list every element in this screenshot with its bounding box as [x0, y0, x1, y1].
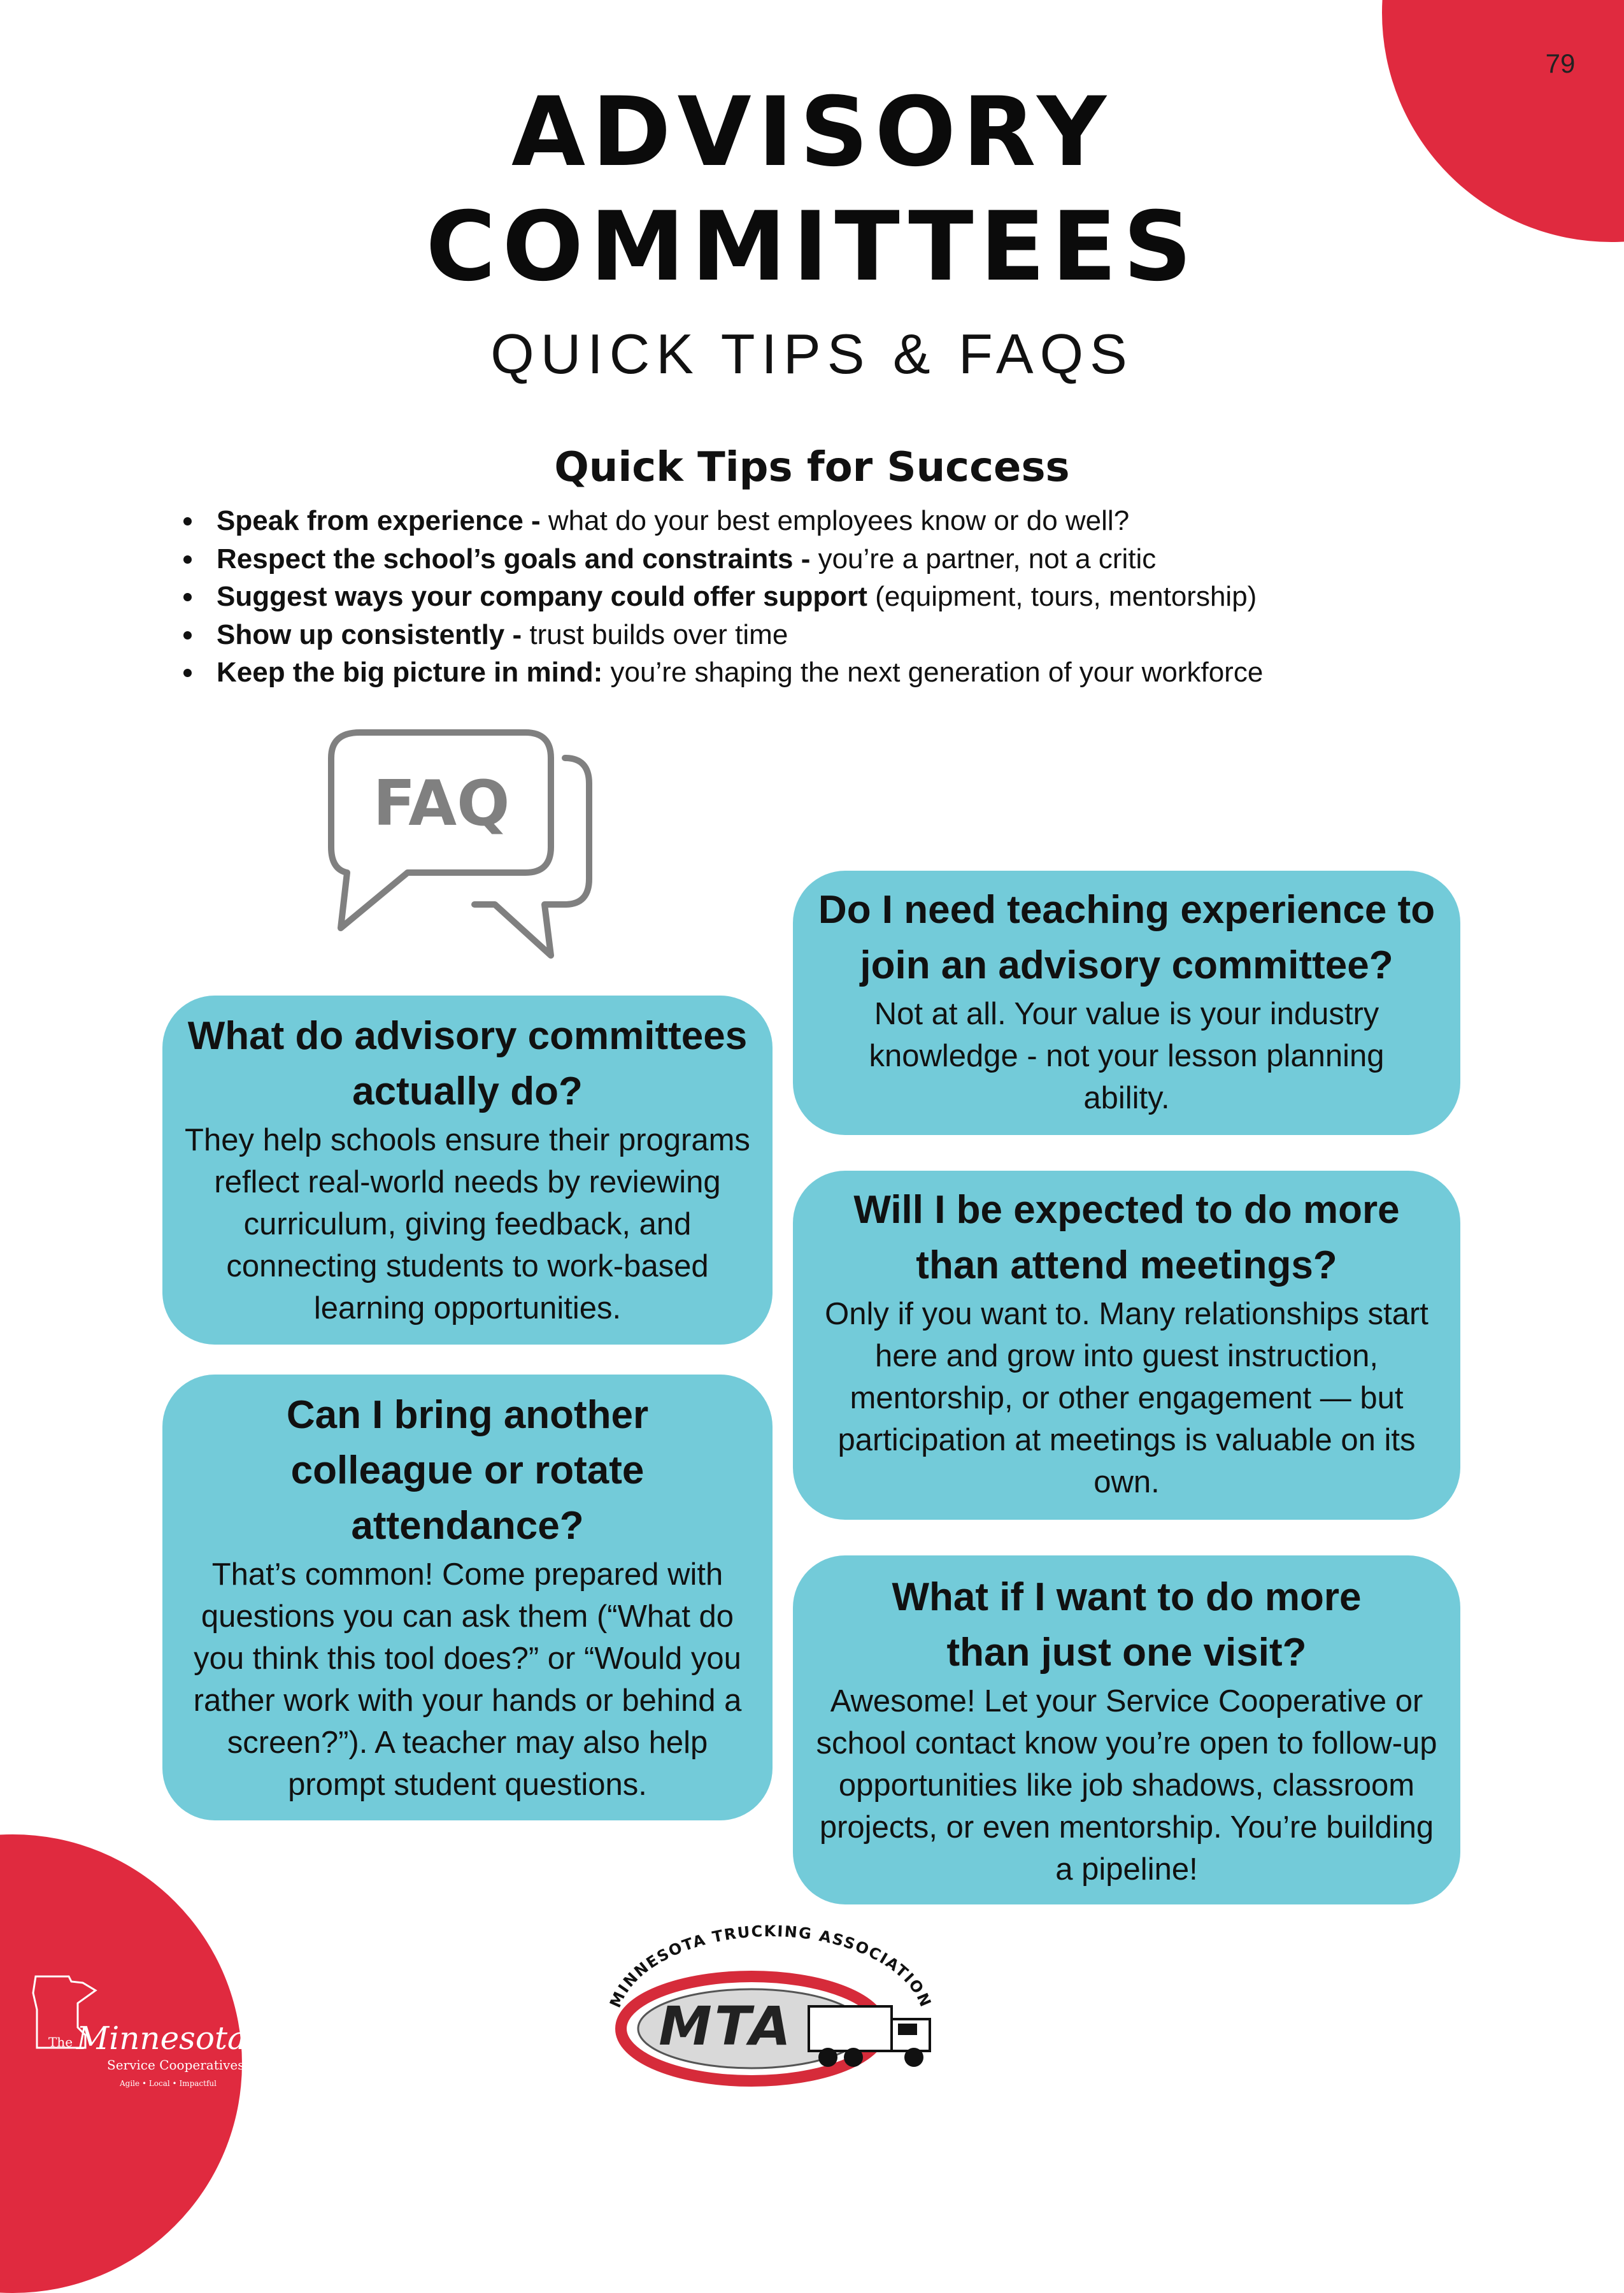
speech-bubbles-icon — [328, 729, 608, 965]
tip-text: what do your best employees know or do well? — [540, 505, 1130, 536]
tip-text: trust builds over time — [522, 618, 788, 650]
faq-question: Do I need teaching experience to join an advisory committee? — [818, 888, 1435, 987]
faq-card — [793, 1171, 1460, 1520]
mta-logo — [599, 1917, 943, 2089]
faq-question: What if I want to do more than just one visit? — [892, 1575, 1362, 1675]
tips-list — [178, 502, 1388, 692]
svg-text:The: The — [48, 2034, 73, 2050]
tip-item — [178, 540, 1388, 578]
faq-answer: That’s common! Come prepared with questions you can ask them (“What do you think this tool does?” or “Would you rather work with your hands or behind a screen?”). A teacher may also help prompt student questions. — [193, 1557, 742, 1802]
svg-text:Minnesota: Minnesota — [76, 2020, 246, 2057]
faq-answer: Awesome! Let your Service Cooperative or school contact know you’re open to follow-up opportunities like job shadows, classroom projects, or even mentorship. You’re building a pipeline! — [816, 1684, 1437, 1887]
faq-icon-label: FAQ — [373, 768, 510, 840]
faq-card — [793, 871, 1460, 1135]
tip-text: (equipment, tours, mentorship) — [867, 581, 1257, 612]
tip-item — [178, 502, 1388, 540]
tip-text: you’re a partner, not a critic — [810, 543, 1157, 575]
svg-text:MTA: MTA — [659, 1995, 794, 2057]
svg-text:MINNESOTA TRUCKING ASSOCIATION: MINNESOTA TRUCKING ASSOCIATION — [606, 1922, 936, 2011]
faq-answer: Not at all. Your value is your industry knowledge - not your lesson planning ability. — [869, 997, 1385, 1115]
tip-bold: Keep the big picture in mind: — [217, 657, 603, 688]
corner-decoration-top-right — [1382, 0, 1624, 242]
page-title — [382, 75, 1242, 304]
tip-item — [178, 616, 1388, 654]
tips-heading: Quick Tips for Success — [554, 444, 1070, 491]
svg-text:Service Cooperatives: Service Cooperatives — [107, 2057, 245, 2073]
faq-question: Can I bring another colleague or rotate attendance? — [286, 1393, 649, 1548]
tip-bold: Suggest ways your company could offer support — [217, 581, 867, 612]
faq-card — [162, 1375, 773, 1820]
tip-item — [178, 654, 1388, 692]
tip-text: you’re shaping the next generation of your workforce — [602, 657, 1264, 688]
faq-card — [793, 1555, 1460, 1904]
faq-card — [162, 996, 773, 1345]
tip-bold: Speak from experience - — [217, 505, 541, 536]
page-number: 79 — [1545, 48, 1576, 78]
faq-question: What do advisory committees actually do? — [187, 1014, 748, 1113]
svg-text:Agile • Local • Impactful: Agile • Local • Impactful — [120, 2079, 217, 2088]
tip-bold: Show up consistently - — [217, 618, 522, 650]
faq-answer: They help schools ensure their programs reflect real-world needs by reviewing curriculum, giving feedback, and connecting students to work-based learning opportunities. — [185, 1123, 750, 1325]
minnesota-service-cooperatives-logo — [24, 1965, 266, 2092]
tip-bold: Respect the school’s goals and constraints - — [217, 543, 811, 575]
faq-answer: Only if you want to. Many relationships start here and grow into guest instruction, mentorship, or other engagement — but participation at meetings is valuable on its own. — [825, 1297, 1428, 1499]
tip-item — [178, 578, 1388, 616]
faq-question: Will I be expected to do more than attend meetings? — [853, 1188, 1400, 1287]
page-subtitle: QUICK TIPS & FAQS — [490, 322, 1134, 385]
title-line-2: COMMITTEES — [425, 192, 1199, 303]
title-line-1: ADVISORY — [511, 77, 1113, 188]
